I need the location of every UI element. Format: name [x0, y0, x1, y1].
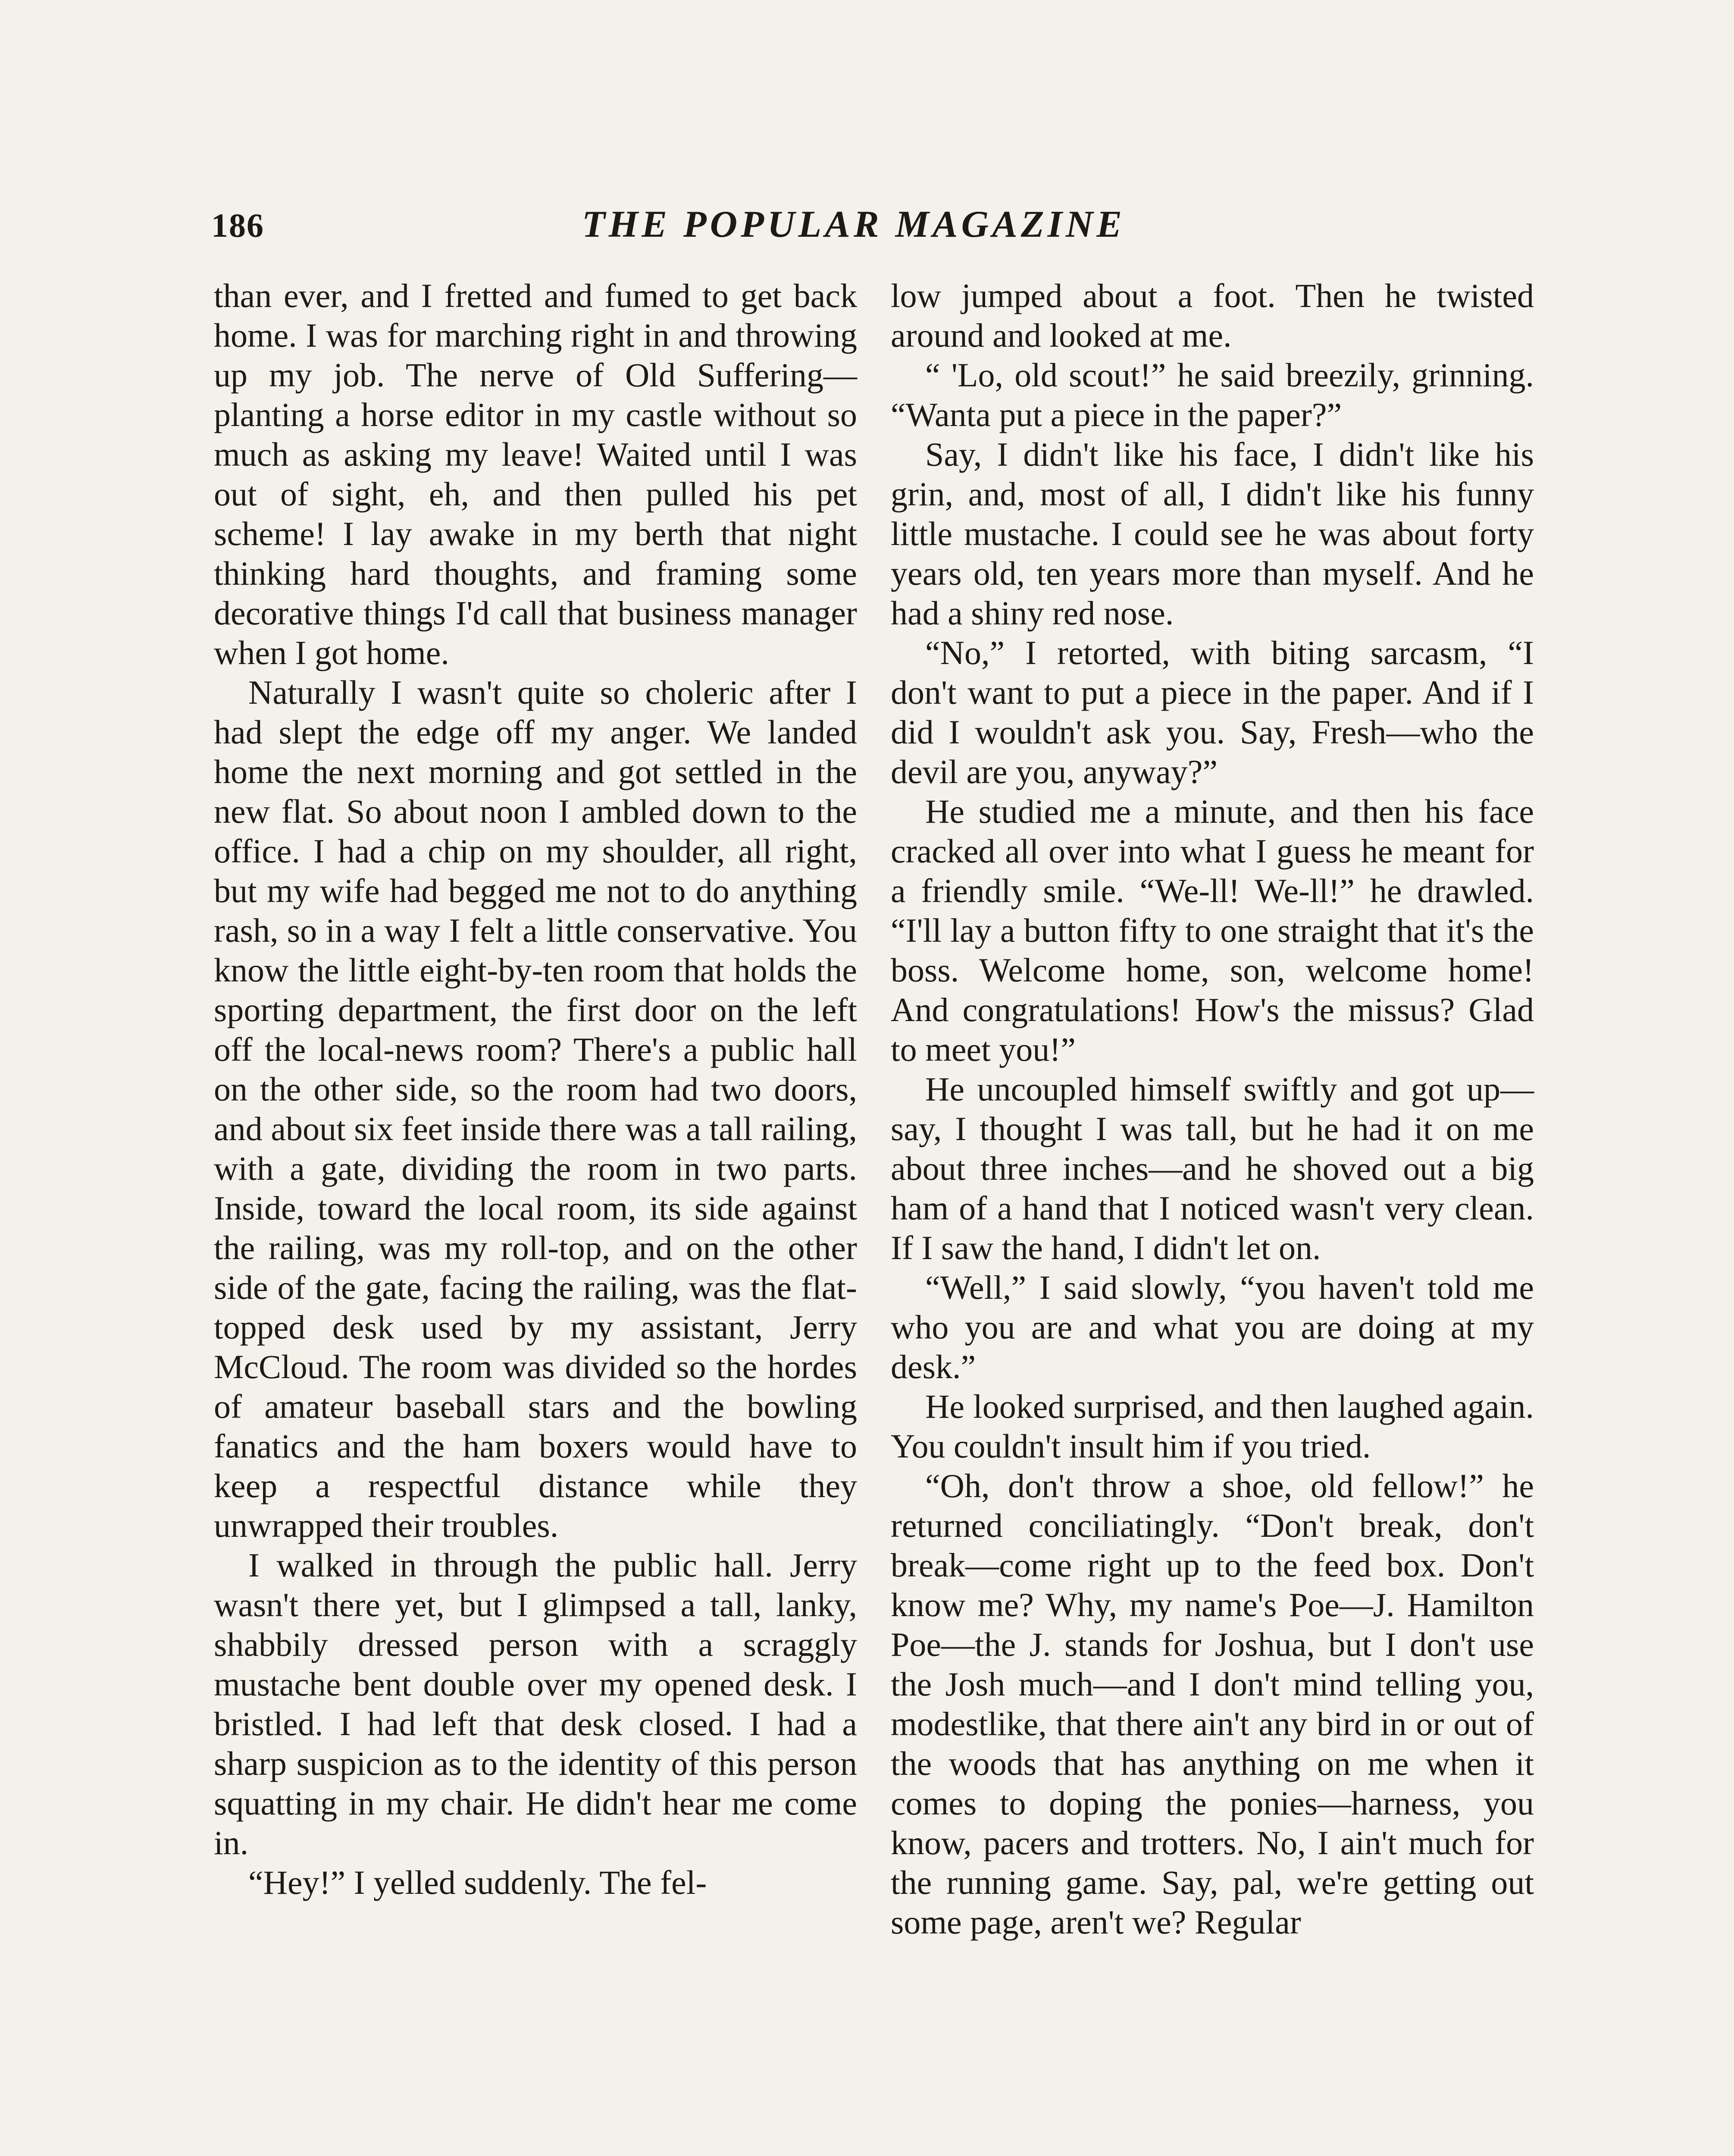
paragraph: I walked in through the public hall. Jerry wasn't there yet, but I glimpsed a tall, lanky, shabbily dressed person with a scraggly mustache bent double over my opened desk. I bristled. I had left that desk closed. I had a sharp suspicion as to the identity of this person squatting in my chair. He didn't hear me come in. [214, 1546, 857, 1861]
paragraph: Say, I didn't like his face, I didn't like his grin, and, most of all, I didn't like his funny little mustache. I could see he was about forty years old, ten years more than myself. And he had a shiny red nose. [891, 436, 1534, 632]
paragraph: He studied me a minute, and then his face cracked all over into what I guess he meant for a friendly smile. “We-ll! We-ll!” he drawled. “I'll lay a button fifty to one straight that it's the boss. Welcome home, son, welcome home! And congratulations! How's the missus? Glad to meet you!” [891, 793, 1534, 1068]
paragraph: low jumped about a foot. Then he twisted around and looked at me. [891, 277, 1534, 354]
paragraph: than ever, and I fretted and fumed to get back home. I was for marching right in and throwing up my job. The nerve of Old Suffering—planting a horse editor in my castle without so much as asking my leave! Waited until I was out of sight, eh, and then pulled his pet scheme! I lay awake in my berth that night thinking hard thoughts, and framing some decorative things I'd call that business manager when I got home. [214, 277, 857, 671]
page-number: 186 [211, 207, 264, 244]
paragraph: “Oh, don't throw a shoe, old fellow!” he returned conciliatingly. “Don't break, don't break—come right up to the feed box. Don't know me? Why, my name's Poe—J. Hamilton Poe—the J. stands for Joshua, but I don't use the Josh much—and I don't mind telling you, modestlike, that there ain't any bird in or out of the woods that has anything on me when it comes to doping the ponies—harness, you know, pacers and trotters. No, I ain't much for the running game. Say, pal, we're getting out some page, aren't we? Regular [891, 1467, 1534, 1941]
right-column [891, 276, 1534, 1942]
paragraph: “Hey!” I yelled suddenly. The fel- [248, 1864, 707, 1901]
paragraph: “Well,” I said slowly, “you haven't told me who you are and what you are doing at my desk.” [891, 1269, 1534, 1385]
paragraph: Naturally I wasn't quite so choleric after I had slept the edge off my anger. We landed home the next morning and got settled in the new flat. So about noon I ambled down to the office. I had a chip on my shoulder, all right, but my wife had begged me not to do anything rash, so in a way I felt a little conservative. You know the little eight-by-ten room that holds the sporting department, the first door on the left off the local-news room? There's a public hall on the other side, so the room had two doors, and about six feet inside there was a tall railing, with a gate, dividing the room in two parts. Inside, toward the local room, its side against the railing, was my roll-top, and on the other side of the gate, facing the railing, was the flat-topped desk used by my assistant, Jerry McCloud. The room was divided so the hordes of amateur baseball stars and the bowling fanatics and the ham boxers would have to keep a respectful distance while they unwrapped their troubles. [214, 674, 857, 1544]
paragraph: “No,” I retorted, with biting sarcasm, “I don't want to put a piece in the paper. And if I did I wouldn't ask you. Say, Fresh—who the devil are you, anyway?” [891, 634, 1534, 790]
paragraph: He uncoupled himself swiftly and got up—say, I thought I was tall, but he had it on me about three inches—and he shoved out a big ham of a hand that I noticed wasn't very clean. If I saw the hand, I didn't let on. [891, 1070, 1534, 1266]
paragraph: He looked surprised, and then laughed again. You couldn't insult him if you tried. [891, 1388, 1534, 1465]
paragraph: “ 'Lo, old scout!” he said breezily, grinning. “Wanta put a piece in the paper?” [891, 356, 1534, 433]
left-column [214, 276, 857, 1902]
running-head: THE POPULAR MAGAZINE [582, 204, 1126, 245]
